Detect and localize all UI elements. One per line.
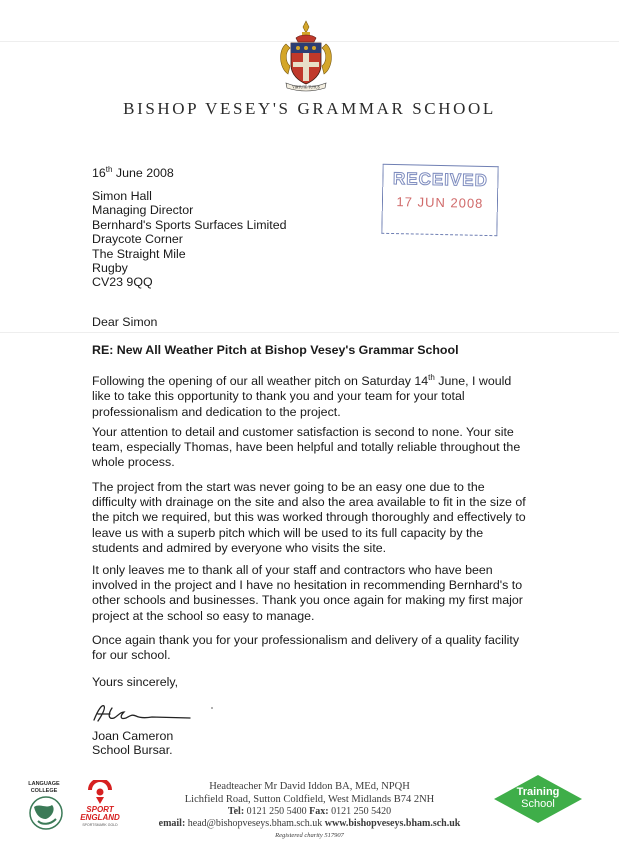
closing: Yours sincerely, [92,675,179,689]
body-paragraph-5: Once again thank you for your professionalism and delivery of a quality facility for our school. [92,633,520,663]
stamp-received-word: RECEIVED [392,169,489,190]
body-paragraph-1 [92,370,532,420]
sportsmark-text: SPORTSMARK GOLD [82,823,118,827]
email-label: email: [158,818,186,829]
subject-line: RE: New All Weather Pitch at Bishop Vesey's Grammar School [92,343,459,357]
school-text: School [521,798,555,810]
date-day: 16 [92,166,106,181]
crest-motto: VIRTUTE TUTUS [292,85,320,90]
body-paragraph-3: The project from the start was never going to be an easy one due to the difficulty with drainage on the site and also the area available to fit in the size of the pitch we required, but this was worked through thoroughly and effectively to leave us with a superb pitch which will be used to its full capacity by the students and admired by everyone who visits the site. [92,480,526,555]
recipient-address [92,189,287,290]
letter-date [92,162,174,181]
england-text: ENGLAND [80,813,120,822]
training-school-logo [492,773,584,825]
footer-headteacher: Headteacher Mr David Iddon BA, MEd, NPQH [209,781,410,792]
tel-number: 0121 250 5400 [244,806,310,817]
sport-text: SPORT [86,805,114,814]
signatory-name: Joan Cameron [92,729,174,743]
p1-sup: th [428,373,435,382]
training-text: Training [516,786,560,798]
address-line: Managing Director [92,203,194,218]
body-paragraph-4: It only leaves me to thank all of your staff and contractors who have been involved in the project and I have no hesitation in recommending Bernhard's to other schools and businesses. Thank you once again for making my first major project at the school so easy to manage. [92,563,523,623]
website-link[interactable]: www.bishopveseys.bham.sch.uk [324,818,461,829]
tel-label: Tel: [227,806,245,817]
school-crest-logo [276,20,336,92]
address-line: The Straight Mile [92,246,186,261]
p1-after: June, I would like to take this opportunity to thank you and your team for your total professionalism and dedication to the project. [92,374,512,419]
footer-address: Lichfield Road, Sutton Coldfield, West Midlands B74 2NH [184,794,435,805]
address-line: Bernhard's Sports Surfaces Limited [92,217,287,232]
date-rest: June 2008 [112,166,174,181]
footer-charity: Registered charity 517907 [275,832,344,839]
stamp-date: 17 JUN 2008 [396,194,484,211]
p1-before: Following the opening of our all weather pitch on Saturday 14 [92,374,429,389]
school-name-heading: BISHOP VESEY'S GRAMMAR SCHOOL [123,99,496,118]
fax-label: Fax: [309,806,329,817]
address-line: Draycote Corner [92,232,183,247]
received-stamp [381,164,498,236]
language-college-text-top: LANGUAGE [28,781,60,787]
fax-number: 0121 250 5420 [328,806,392,817]
email-link[interactable]: head@bishopveseys.bham.sch.uk [185,818,325,829]
signatory-title: School Bursar. [92,743,173,757]
address-line: CV23 9QQ [92,275,153,290]
handwritten-signature [90,700,220,726]
scan-artifact-line [0,332,619,333]
date-suffix: th [105,165,113,174]
body-paragraph-2: Your attention to detail and customer satisfaction is second to none. Your site team, especially Thomas, have been helpful and totally reliable throughout the whole process. [92,425,521,470]
address-line: Simon Hall [92,189,152,203]
language-college-text-bottom: COLLEGE [30,788,58,794]
salutation: Dear Simon [92,315,158,329]
address-line: Rugby [92,260,128,275]
